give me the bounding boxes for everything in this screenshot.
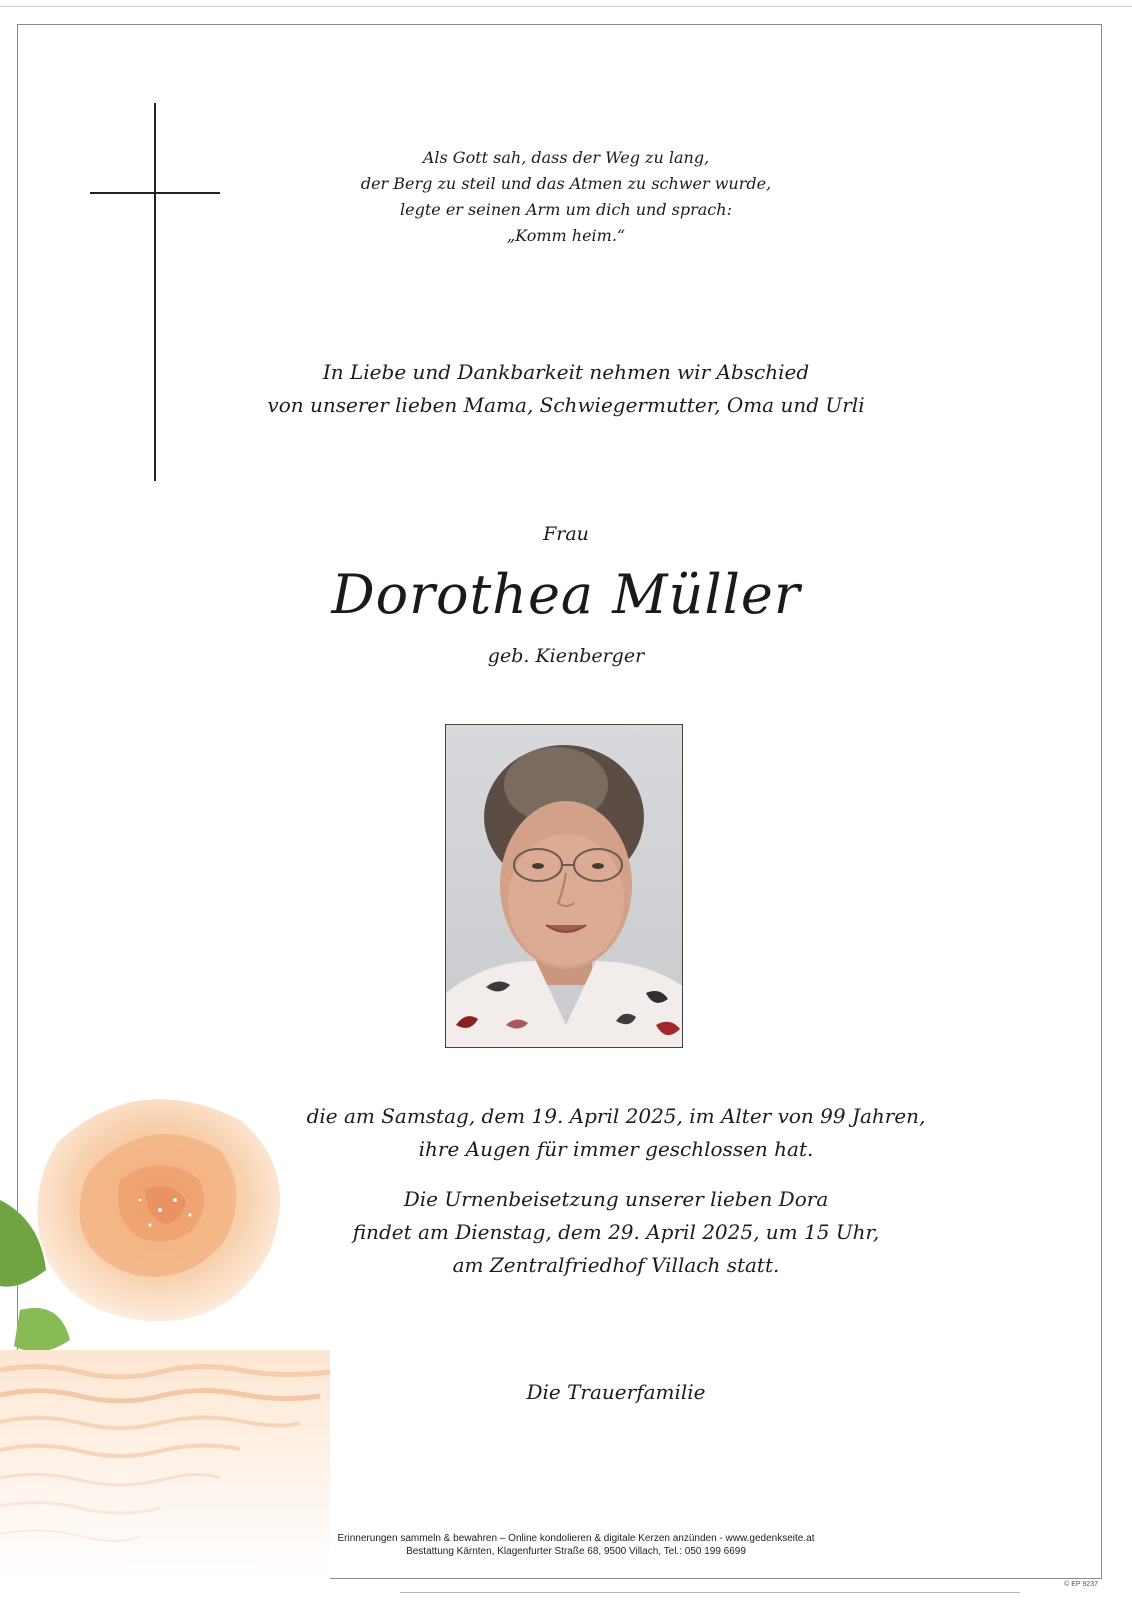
portrait-photo [445,724,683,1048]
poem-line: Als Gott sah, dass der Weg zu lang, [422,148,710,167]
ceremony-line: am Zentralfriedhof Villach statt. [452,1253,780,1277]
announcement-line: die am Samstag, dem 19. April 2025, im Alter von 99 Jahren, [306,1104,926,1128]
ceremony-line: Die Urnenbeisetzung unserer lieben Dora [403,1187,829,1211]
scan-edge-line [0,6,1132,7]
deceased-name: Dorothea Müller [331,563,801,626]
ceremony-line: findet am Dienstag, dem 29. April 2025, um 15 Uhr, [352,1220,880,1244]
farewell-text [0,356,1132,422]
farewell-line: von unserer lieben Mama, Schwiegermutter, Oma und Urli [267,393,865,417]
bottom-rule [400,1592,1020,1593]
poem-line: legte er seinen Arm um dich und sprach: [400,200,732,219]
family-signature: Die Trauerfamilie [526,1380,706,1404]
footer [0,1532,1132,1558]
footer-line-website: Erinnerungen sammeln & bewahren – Online kondolieren & digitale Kerzen anzünden - www.gedenkseite.at [337,1533,815,1544]
farewell-line: In Liebe und Dankbarkeit nehmen wir Abschied [322,360,810,384]
portrait-illustration [446,725,683,1048]
announcement-line: ihre Augen für immer geschlossen hat. [418,1137,814,1161]
poem-line: „Komm heim.“ [506,226,626,245]
maiden-name: geb. Kienberger [487,645,645,667]
print-code: © EP 9237 [1064,1581,1098,1588]
footer-line-address: Bestattung Kärnten, Klagenfurter Straße 68, 9500 Villach, Tel.: 050 199 6699 [406,1546,746,1557]
funeral-details [50,1183,1132,1282]
salutation: Frau [543,523,589,545]
poem-line: der Berg zu steil und das Atmen zu schwer wurde, [360,174,772,193]
death-announcement [50,1100,1132,1166]
poem [0,145,1132,249]
